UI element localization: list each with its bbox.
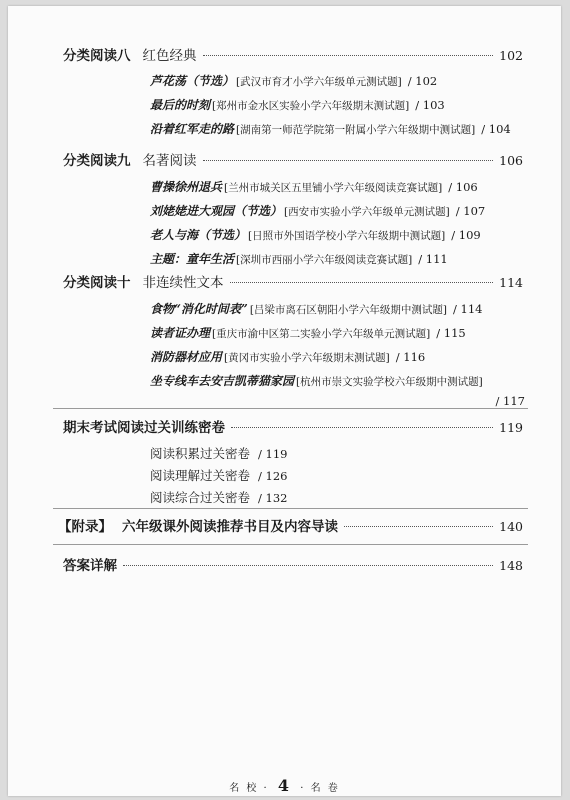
toc-entry[interactable] xyxy=(150,178,531,196)
entry-page: / 132 xyxy=(258,491,288,505)
section-page: 148 xyxy=(499,558,523,573)
toc-entry[interactable] xyxy=(150,226,531,244)
entry-page: / 117 xyxy=(495,394,525,408)
section-title: 期末考试阅读过关训练密卷 xyxy=(63,420,225,436)
section-page: 106 xyxy=(499,153,523,168)
entry-source: [吕梁市离石区朝阳小学六年级期中测试题] xyxy=(249,304,448,316)
dot-leader xyxy=(230,282,494,283)
section-page: 140 xyxy=(499,519,523,534)
entry-title: 食物“消化时间表” xyxy=(150,302,248,316)
entry-page: / 126 xyxy=(258,469,288,483)
entry-source: [湖南第一师范学院第一附属小学六年级期中测试题] xyxy=(236,124,476,136)
dot-leader xyxy=(123,565,493,566)
toc-section-8[interactable] xyxy=(63,44,523,64)
section-page: 102 xyxy=(499,48,523,63)
section-title: 非连续性文本 xyxy=(142,275,224,291)
toc-entry[interactable] xyxy=(150,488,288,506)
entry-title: 曹操徐州退兵 xyxy=(150,180,223,194)
toc-entry[interactable] xyxy=(150,324,531,342)
entry-page: / 119 xyxy=(258,447,288,461)
entry-source: [武汉市育才小学六年级单元测试题] xyxy=(236,76,402,88)
entry-source: [兰州市城关区五里铺小学六年级阅读竞赛试题] xyxy=(224,182,443,194)
entry-title: 消防器材应用 xyxy=(150,350,223,364)
document-page xyxy=(8,6,561,796)
entry-page: / 109 xyxy=(451,228,481,242)
divider xyxy=(53,408,528,409)
section-page: 119 xyxy=(499,420,523,435)
toc-section-9[interactable] xyxy=(63,149,523,169)
entry-source: [杭州市崇文实验学校六年级期中测试题] xyxy=(296,376,483,388)
entry-source: [郑州市金水区实验小学六年级期末测试题] xyxy=(212,100,410,112)
entry-title: 刘姥姥进大观园（节选） xyxy=(150,204,283,218)
entry-source: [深圳市西丽小学六年级阅读竞赛试题] xyxy=(236,254,413,266)
entry-title: 芦花荡（节选） xyxy=(150,74,235,88)
section-label: 分类阅读十 xyxy=(63,275,131,291)
toc-entry[interactable] xyxy=(150,348,531,366)
entry-title: 读者证办理 xyxy=(150,326,211,340)
section-label: 分类阅读八 xyxy=(63,48,131,64)
footer-right: · 名 卷 xyxy=(300,783,340,794)
toc-entry[interactable] xyxy=(150,372,531,390)
toc-appendix[interactable] xyxy=(58,515,523,535)
entry-source: [重庆市渝中区第二实验小学六年级单元测试题] xyxy=(212,328,431,340)
entry-page: / 103 xyxy=(415,98,445,112)
entry-page: / 111 xyxy=(418,252,448,266)
dot-leader xyxy=(203,55,494,56)
toc-entry[interactable] xyxy=(150,466,288,484)
toc-entry[interactable] xyxy=(150,444,288,462)
entry-page: / 107 xyxy=(455,204,486,218)
section-title: 六年级课外阅读推荐书目及内容导读 xyxy=(122,519,338,535)
dot-leader xyxy=(203,160,494,161)
toc-entry[interactable] xyxy=(150,250,531,268)
entry-title: 沿着红军走的路 xyxy=(150,122,235,136)
toc-section-10[interactable] xyxy=(63,271,523,291)
entry-page: / 116 xyxy=(395,350,426,364)
dot-leader xyxy=(231,427,493,428)
entry-page: / 104 xyxy=(481,122,511,136)
page-footer xyxy=(8,776,561,795)
divider xyxy=(53,544,528,545)
entry-source: [黄冈市实验小学六年级期末测试题] xyxy=(224,352,390,364)
toc-entry[interactable] xyxy=(150,120,531,138)
section-title: 名著阅读 xyxy=(142,153,197,169)
appendix-label: 【附录】 xyxy=(58,519,112,535)
toc-entry-page-wrap xyxy=(490,394,525,412)
entry-title: 主题：童年生活 xyxy=(150,252,235,266)
entry-page: / 102 xyxy=(407,74,438,88)
section-title: 红色经典 xyxy=(142,48,197,64)
entry-page: / 114 xyxy=(453,302,483,316)
entry-title: 坐专线车去安吉凯蒂猫家园 xyxy=(150,374,295,388)
toc-entry[interactable] xyxy=(150,202,531,220)
divider xyxy=(53,508,528,509)
entry-title: 阅读综合过关密卷 xyxy=(150,490,251,505)
toc-entry[interactable] xyxy=(150,72,531,90)
entry-title: 老人与海（节选） xyxy=(150,228,247,242)
page-number: 4 xyxy=(277,776,292,795)
entry-title: 最后的时刻 xyxy=(150,98,211,112)
entry-title: 阅读积累过关密卷 xyxy=(150,446,251,461)
toc-final-exam[interactable] xyxy=(63,416,523,436)
dot-leader xyxy=(344,526,493,527)
entry-title: 阅读理解过关密卷 xyxy=(150,468,251,483)
toc-entry[interactable] xyxy=(150,96,531,114)
entry-page: / 115 xyxy=(436,326,466,340)
entry-page: / 106 xyxy=(448,180,478,194)
section-title: 答案详解 xyxy=(63,558,117,574)
entry-source: [日照市外国语学校小学六年级期中测试题] xyxy=(248,230,446,242)
section-page: 114 xyxy=(499,275,523,290)
toc-answers[interactable] xyxy=(63,554,523,574)
entry-source: [西安市实验小学六年级单元测试题] xyxy=(284,206,450,218)
section-label: 分类阅读九 xyxy=(63,153,131,169)
toc-entry[interactable] xyxy=(150,300,531,318)
footer-left: 名 校 · xyxy=(229,783,269,794)
